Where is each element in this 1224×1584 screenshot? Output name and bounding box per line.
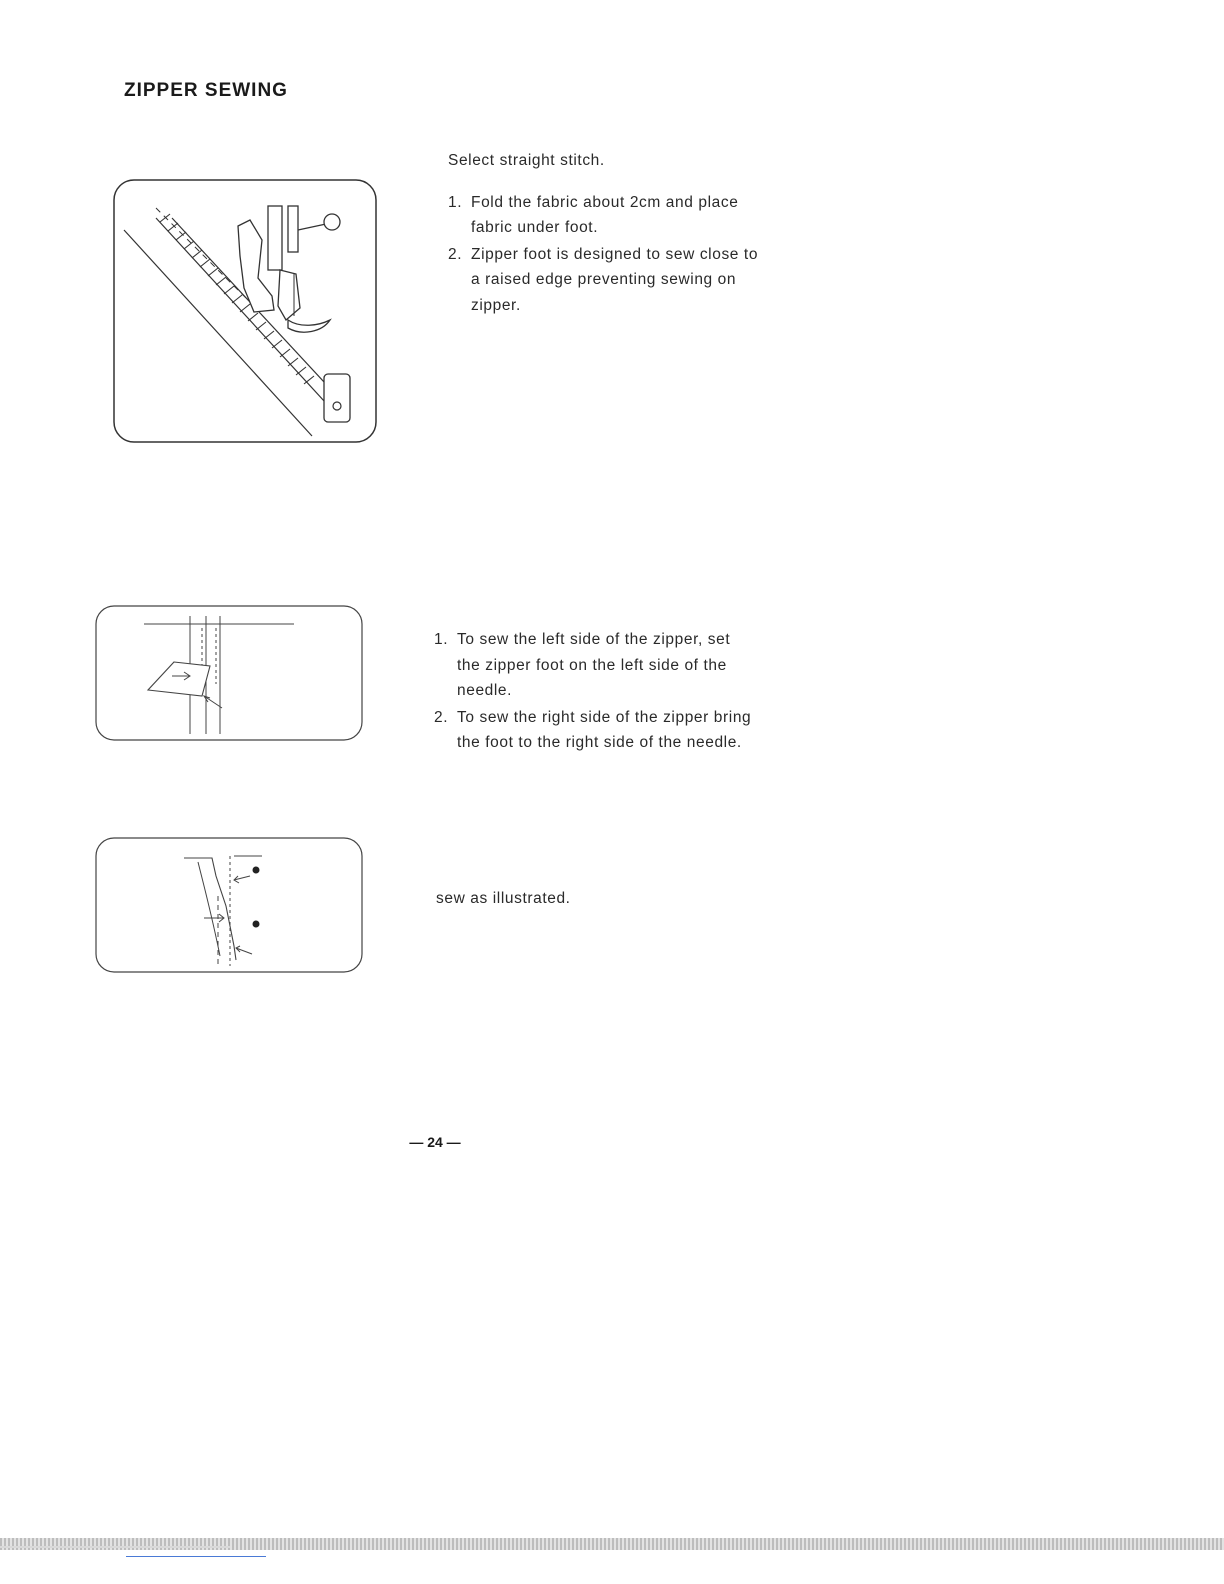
step-number: 1. [434, 631, 449, 648]
step-number: 2. [448, 245, 463, 263]
step-number: 2. [434, 708, 449, 726]
step-text: Fold the fabric about 2cm and place fabric under foot. [471, 193, 739, 236]
step-text: To sew the right side of the zipper bring the foot to the right side of the needle. [457, 708, 752, 751]
list-item [434, 627, 754, 704]
block2-text [434, 627, 754, 757]
block2-step-list [434, 627, 754, 756]
page-title: ZIPPER SEWING [124, 80, 288, 101]
list-item [448, 190, 768, 241]
step-number: 1. [448, 193, 463, 211]
list-item [448, 242, 768, 319]
block1-text [448, 148, 768, 319]
scan-edge-line [0, 1546, 230, 1548]
zipper-fabric-fold-illustration [94, 604, 364, 744]
divider [126, 1556, 266, 1557]
zipper-foot-on-zipper-illustration [112, 178, 378, 444]
scan-edge-band [0, 1538, 1224, 1550]
list-item [434, 705, 754, 756]
sew-as-illustrated-text: sew as illustrated. [436, 890, 571, 907]
page-number: — 24 — [409, 1134, 461, 1150]
zipper-seam-illustration [94, 836, 364, 976]
block3-text [436, 886, 756, 912]
step-text: Zipper foot is designed to sew close to a raised edge preventing sewing on zipper. [471, 245, 759, 314]
step-text: To sew the left side of the zipper, set the zipper foot on the left side of the needle. [457, 631, 731, 699]
intro-text: Select straight stitch. [448, 152, 605, 169]
block1-step-list [448, 190, 768, 319]
